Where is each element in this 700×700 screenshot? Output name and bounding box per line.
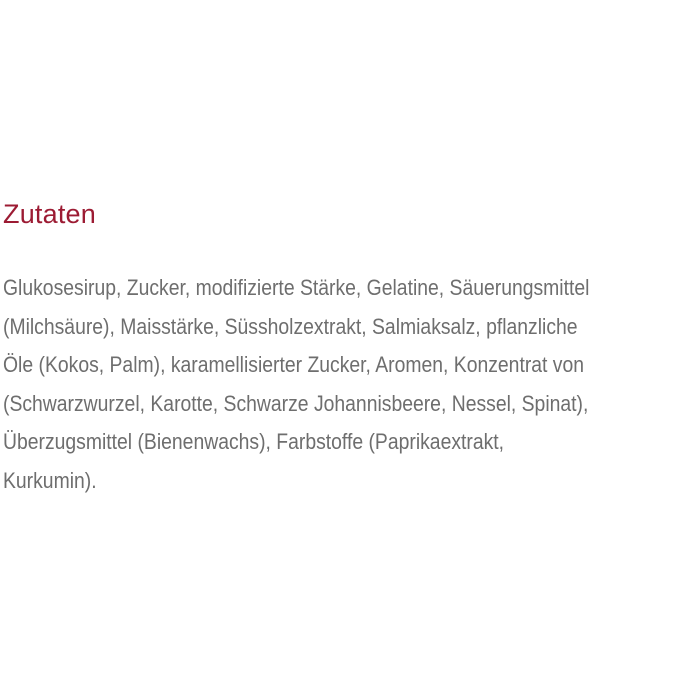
ingredients-heading: Zutaten [3, 199, 96, 229]
ingredients-paragraph [3, 269, 700, 500]
ingredients-line: Glukosesirup, Zucker, modifizierte Stärke, Gelatine, Säuerungsmittel [3, 275, 590, 300]
ingredients-line: (Schwarzwurzel, Karotte, Schwarze Johannisbeere, Nessel, Spinat), [3, 390, 589, 416]
ingredients-line: Kurkumin). [3, 467, 97, 493]
ingredients-line: Überzugsmittel (Bienenwachs), Farbstoffe (Paprikaextrakt, [3, 429, 505, 454]
ingredients-line: Öle (Kokos, Palm), karamellisierter Zucker, Aromen, Konzentrat von [3, 352, 585, 377]
ingredients-line: (Milchsäure), Maisstärke, Süssholzextrakt, Salmiaksalz, pflanzliche [3, 313, 578, 339]
